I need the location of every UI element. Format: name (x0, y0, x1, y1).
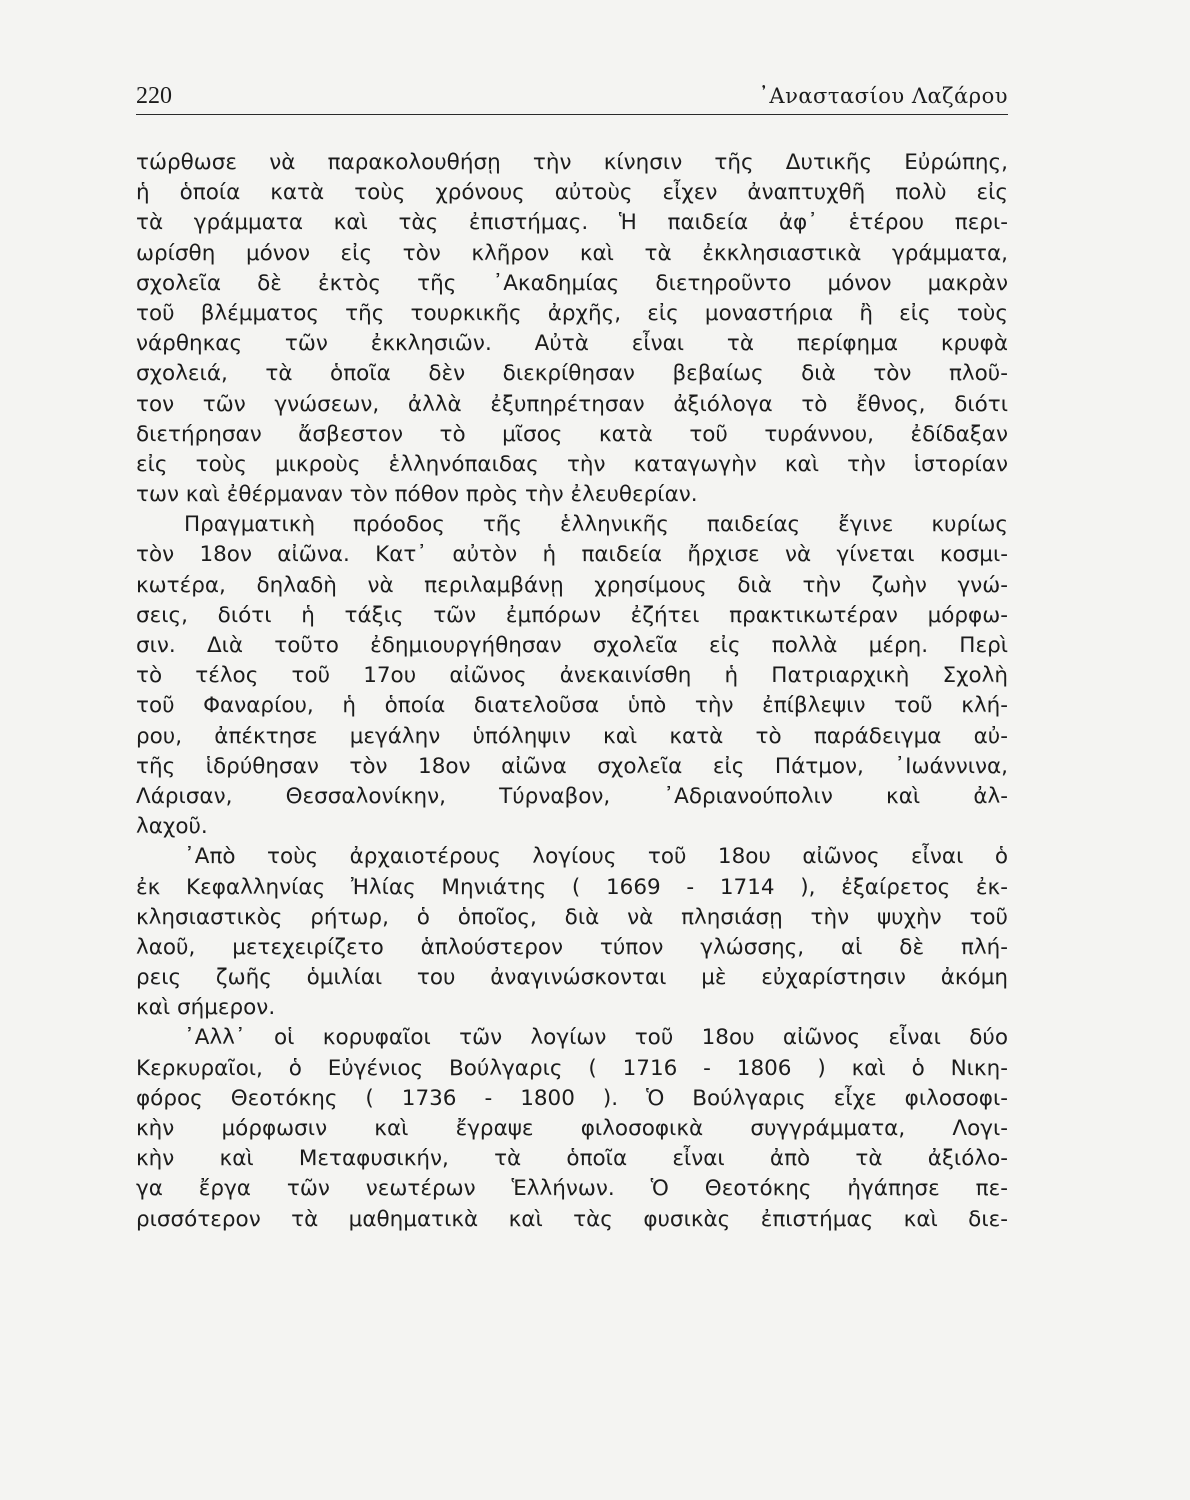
text-line: τοῦ Φαναρίου, ἡ ὁποία διατελοῦσα ὑπὸ τὴν ἐπίβλεψιν τοῦ κλή- (136, 693, 1008, 719)
text-line: κὴν καὶ Μεταφυσικήν, τὰ ὁποῖα εἶναι ἀπὸ τὰ ἀξιόλο- (136, 1146, 1008, 1172)
text-line: των καὶ ἐθέρμαναν τὸν πόθον πρὸς τὴν ἐλευθερίαν. (136, 482, 698, 508)
text-line: κὴν μόρφωσιν καὶ ἔγραψε φιλοσοφικὰ συγγράμματα, Λογι- (136, 1116, 1008, 1141)
text-line: νάρθηκας τῶν ἐκκλησιῶν. Αὐτὰ εἶναι τὰ περίφημα κρυφὰ (136, 331, 1008, 357)
text-line: ωρίσθη μόνον εἰς τὸν κλῆρον καὶ τὰ ἐκκλησιαστικὰ γράμματα, (136, 240, 1008, 266)
text-line: κωτέρα, δηλαδὴ νὰ περιλαμβάνῃ χρησίμους διὰ τὴν ζωὴν γνώ- (136, 572, 1008, 598)
text-line: Πραγματικὴ πρόοδος τῆς ἑλληνικῆς παιδείας ἔγινε κυρίως (184, 512, 1008, 538)
text-line: σχολεῖα δὲ ἐκτὸς τῆς ᾿Ακαδημίας διετηροῦντο μόνον μακρὰν (136, 270, 1008, 296)
text-line: ρεις ζωῆς ὁμιλίαι του ἀναγινώσκονται μὲ εὐχαρίστησιν ἀκόμη (136, 965, 1008, 991)
text-line: τῆς ἱδρύθησαν τὸν 18ον αἰῶνα σχολεῖα εἰς Πάτμον, ᾿Ιωάννινα, (136, 753, 1008, 779)
text-line: σχολειά, τὰ ὁποῖα δὲν διεκρίθησαν βεβαίως διὰ τὸν πλοῦ- (136, 361, 1008, 387)
text-line: καὶ σήμερον. (136, 995, 276, 1021)
text-line: τοῦ βλέμματος τῆς τουρκικῆς ἀρχῆς, εἰς μοναστήρια ἢ εἰς τοὺς (136, 300, 1008, 326)
page-header (136, 74, 1008, 115)
text-line: ᾿Απὸ τοὺς ἀρχαιοτέρους λογίους τοῦ 18ου αἰῶνος εἶναι ὁ (184, 844, 1008, 870)
text-line: διετήρησαν ἄσβεστον τὸ μῖσος κατὰ τοῦ τυράννου, ἐδίδαξαν (136, 421, 1008, 447)
text-line: λαχοῦ. (136, 814, 208, 840)
text-line: σεις, διότι ἡ τάξις τῶν ἐμπόρων ἐζήτει πρακτικωτέραν μόρφω- (136, 602, 1008, 628)
text-line: τὸ τέλος τοῦ 17ου αἰῶνος ἀνεκαινίσθη ἡ Πατριαρχικὴ Σχολὴ (136, 663, 1008, 689)
text-line: ρισσότερον τὰ μαθηματικὰ καὶ τὰς φυσικὰς ἐπιστήμας καὶ διε- (136, 1206, 1008, 1232)
text-line: τὰ γράμματα καὶ τὰς ἐπιστήμας. Ἡ παιδεία ἀφ᾿ ἑτέρου περι- (136, 210, 1008, 236)
text-line: τὸν 18ον αἰῶνα. Κατ᾿ αὐτὸν ἡ παιδεία ἤρχισε νὰ γίνεται κοσμι- (136, 542, 1008, 568)
running-head: ᾿Αναστασίου Λαζάρου (758, 84, 1008, 108)
text-line: τώρθωσε νὰ παρακολουθήσῃ τὴν κίνησιν τῆς Δυτικῆς Εὐρώπης, (136, 150, 1008, 175)
text-line: Λάρισαν, Θεσσαλονίκην, Τύρναβον, ᾿Αδριανούπολιν καὶ ἀλ- (136, 783, 1008, 809)
text-line: σιν. Διὰ τοῦτο ἐδημιουργήθησαν σχολεῖα εἰς πολλὰ μέρη. Περὶ (136, 633, 1008, 658)
text-line: λαοῦ, μετεχειρίζετο ἁπλούστερον τύπον γλώσσης, αἱ δὲ πλή- (136, 934, 1008, 960)
page-number: 220 (136, 83, 172, 109)
text-line: γα ἔργα τῶν νεωτέρων Ἑλλήνων. Ὁ Θεοτόκης ἠγάπησε πε- (136, 1176, 1008, 1202)
text-line: φόρος Θεοτόκης ( 1736 - 1800 ). Ὁ Βούλγαρις εἶχε φιλοσοφι- (136, 1085, 1008, 1111)
text-line: ἡ ὁποία κατὰ τοὺς χρόνους αὐτοὺς εἶχεν ἀναπτυχθῆ πολὺ εἰς (136, 180, 1008, 206)
text-line: ἐκ Κεφαλληνίας Ἠλίας Μηνιάτης ( 1669 - 1714 ), ἐξαίρετος ἐκ- (136, 874, 1008, 900)
body-text (136, 148, 1008, 1235)
text-line: κλησιαστικὸς ρήτωρ, ὁ ὁποῖος, διὰ νὰ πλησιάσῃ τὴν ψυχὴν τοῦ (136, 904, 1008, 930)
text-line: ρου, ἀπέκτησε μεγάλην ὑπόληψιν καὶ κατὰ τὸ παράδειγμα αὐ- (136, 723, 1008, 749)
text-line: τον τῶν γνώσεων, ἀλλὰ ἐξυπηρέτησαν ἀξιόλογα τὸ ἔθνος, διότι (136, 391, 1008, 417)
text-line: ᾿Αλλ᾿ οἱ κορυφαῖοι τῶν λογίων τοῦ 18ου αἰῶνος εἶναι δύο (184, 1025, 1008, 1051)
text-line: Κερκυραῖοι, ὁ Εὐγένιος Βούλγαρις ( 1716 - 1806 ) καὶ ὁ Νικη- (136, 1055, 1008, 1081)
text-line: εἰς τοὺς μικροὺς ἑλληνόπαιδας τὴν καταγωγὴν καὶ τὴν ἱστορίαν (136, 451, 1008, 477)
